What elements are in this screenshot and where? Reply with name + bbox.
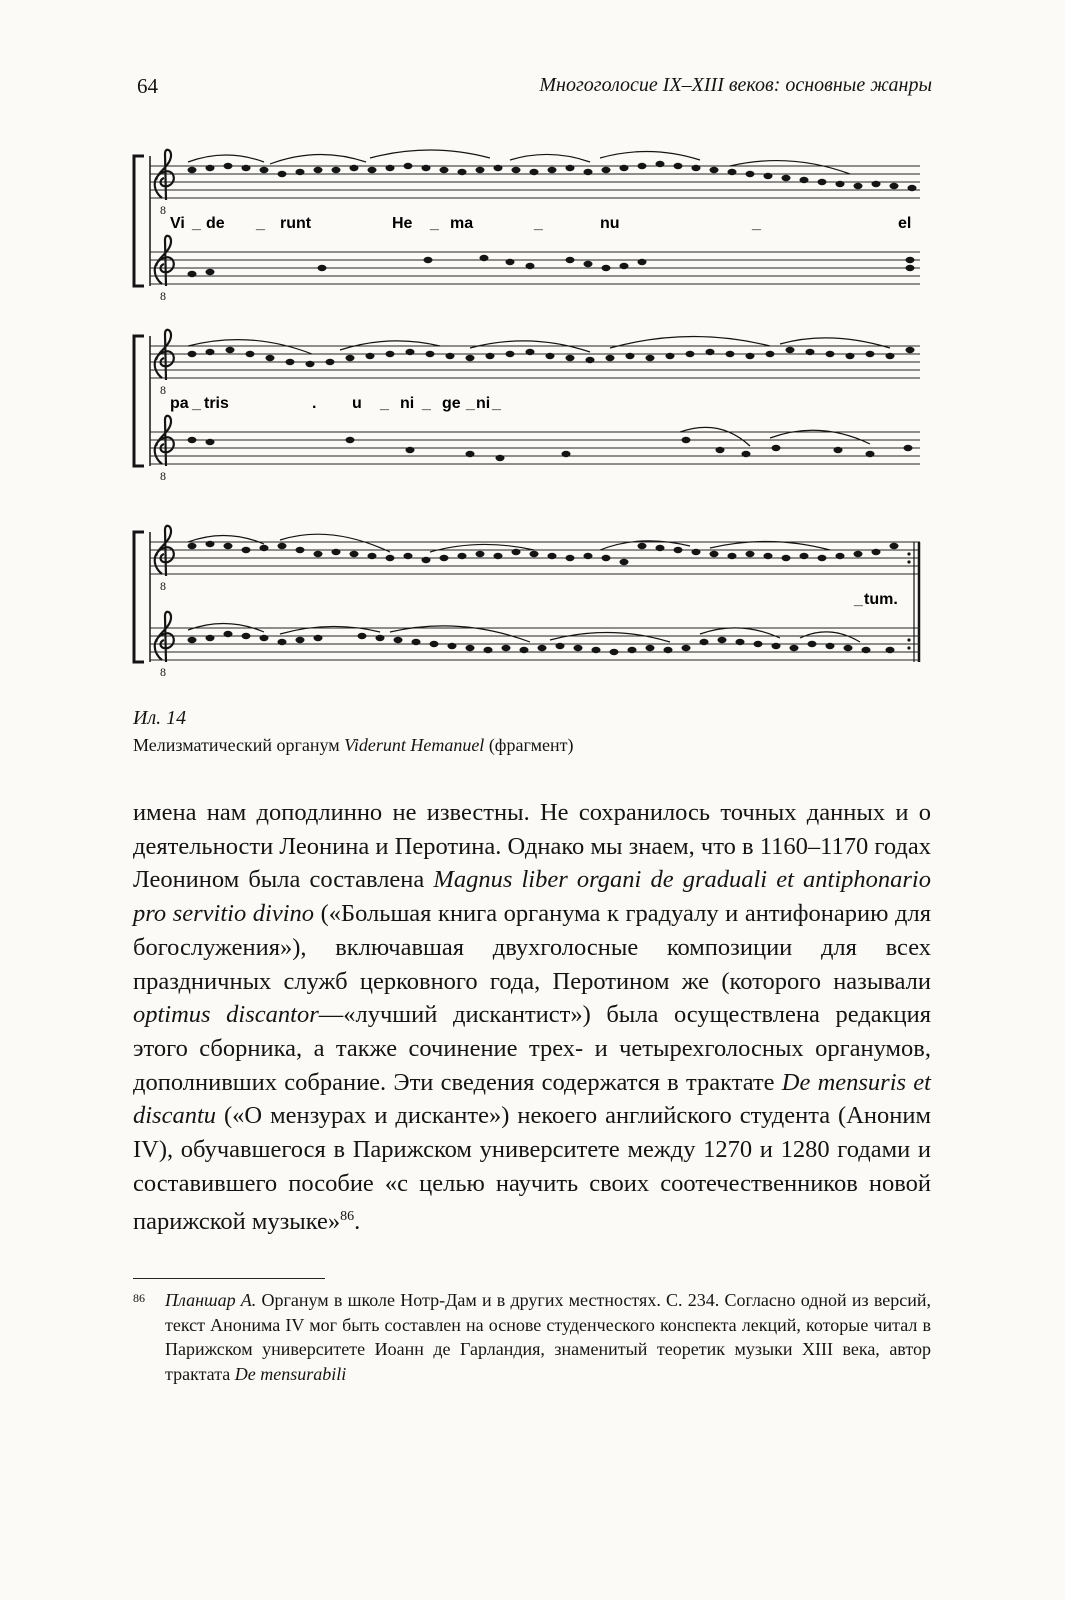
lyric-syllable: _ [192,395,201,412]
lyric-syllable: _ [492,395,501,412]
lyric-syllable: de [206,215,225,232]
lyrics-1 [170,215,911,232]
lyric-syllable: ma [450,215,474,232]
staff-1-lower [150,252,920,284]
footnote-text [133,1288,931,1387]
lyric-syllable: _ [430,215,439,232]
lyric-syllable: tum. [864,591,898,608]
page-number: 64 [137,74,158,98]
lyric-syllable: _ [752,215,761,232]
lyric-syllable: _ [192,215,201,232]
footnote-reference[interactable]: 86 [340,1209,355,1225]
lyric-syllable: ni [400,395,415,412]
body-italic-3: De mensuris et discantu [133,1068,931,1130]
body-text-5: . [354,1208,361,1236]
notes-3-upper [188,541,899,565]
lyric-syllable: _ [256,215,265,232]
footnote-italic: De mensurabili [234,1364,347,1385]
running-title: Многоголосие IX–XIII веков: основные жанры [539,74,932,96]
lyric-syllable: _ [422,395,431,412]
score-system-2 [134,330,920,483]
notes-2-upper [188,347,915,367]
figure-title-tail: (фрагмент) [484,735,574,755]
staff-3-lower [150,628,920,660]
lyric-syllable: ni [476,395,491,412]
lyric-syllable: _ [380,395,389,412]
score-system-3 [134,526,920,679]
body-text-3: —«лучший дискантист») была осуществлена редакция этого сборника, а также сочинение трех- и четырехголосных органумов, дополнивших собрание. Эти сведения содержатся в трактате [133,1001,931,1096]
page-header [137,74,932,104]
lyric-syllable: _ [466,395,475,412]
notes-1-upper [188,161,917,191]
body-italic-1: Magnus liber organi de graduali et antiphonario pro servitio divino [133,866,931,928]
lyric-syllable: nu [600,215,620,232]
body-italic-2: optimus discantor [133,1001,319,1029]
figure-title-italic: Viderunt Hemanuel [344,735,485,755]
figure-title-text: Мелизматический органум [133,735,345,755]
footnote [133,1288,931,1387]
body-text-1: имена нам доподлинно не известны. Не сохранилось точных данных и о деятельности Леонина и Перотина. Однако мы знаем, что в 1160–1170 годах Леонином была составлена [133,799,931,894]
lyric-syllable: . [312,395,317,412]
lyric-syllable: He [392,215,413,232]
lyric-syllable: _ [854,591,863,608]
figure-caption [133,704,933,758]
staff-2-upper [150,346,920,378]
lyric-syllable: pa [170,395,189,412]
score-system-1 [134,150,920,303]
lyric-syllable: el [898,215,912,232]
body-paragraph [133,796,931,1239]
footnote-author: Планшар А. [165,1290,257,1310]
footnote-divider [133,1278,325,1279]
footnote-body: Органум в школе Нотр-Дам и в других местностях. С. 234. Согласно одной из версий, текст Анонима IV мог быть составлен на основе студенческого конспекта лекций, которые читал в Парижском университете Иоанн де Гарландия, знаменитый теоретик музыки XIII века, автор трактата [165,1290,931,1385]
lyric-syllable: _ [534,215,543,232]
lyrics-3 [853,591,898,608]
staff-2-lower [150,432,920,464]
body-text-2: («Большая книга органума к градуалу и антифонарию для богослужения»), включавшая двухголосные композиции для всех праздничных служб церковного года, Перотином же (которого называли [133,900,932,995]
lyric-syllable: runt [280,215,312,232]
notes-1-lower [188,255,915,277]
lyric-syllable: tris [204,395,229,412]
body-text-4: («О мензурах и дисканте») некоего английского студента (Аноним IV), обучавшегося в Парижском университете между 1270 и 1280 годами и составившего пособие «с целью научить своих соотечественников новой парижской музыке» [133,1102,931,1236]
figure-title [133,732,933,758]
music-score: 8 Vi _ de _ runt He _ ma _ nu _ el pa _ tris . u _ ni _ ge _ ni _ _ tum. [130,140,930,700]
figure-label: Ил. 14 [133,707,187,729]
lyric-syllable: Vi [170,215,185,232]
lyric-syllable: u [352,395,362,412]
lyrics-2 [170,395,502,412]
footnote-number: 86 [133,1291,145,1305]
lyric-syllable: ge [442,395,461,412]
